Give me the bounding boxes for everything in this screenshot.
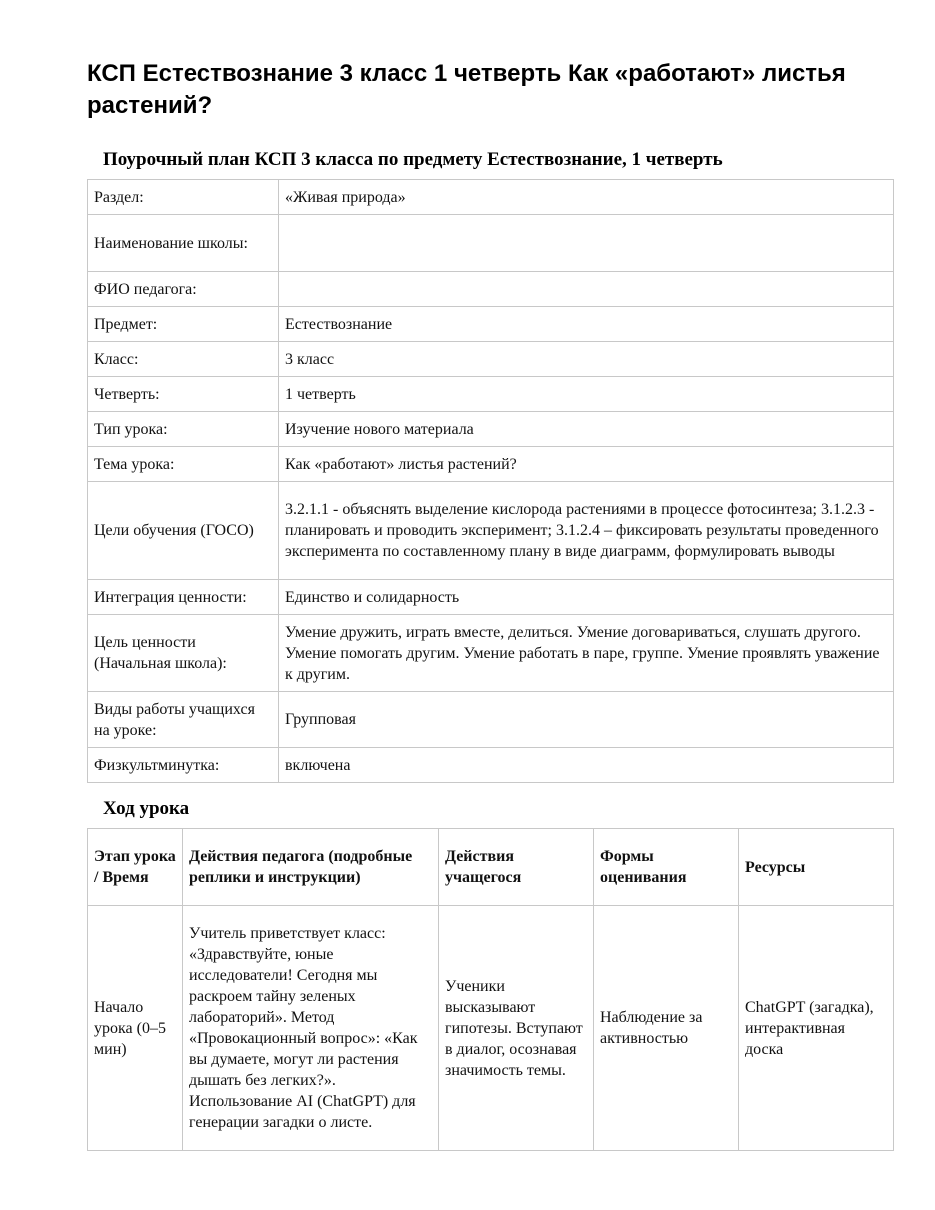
info-value	[279, 272, 894, 307]
table-row	[88, 215, 894, 272]
column-header-student-actions: Действия учащегося	[439, 829, 594, 906]
info-value: 1 четверть	[279, 377, 894, 412]
column-header-assessment: Формы оценивания	[594, 829, 739, 906]
lesson-info-table	[87, 179, 894, 783]
column-header-resources: Ресурсы	[739, 829, 894, 906]
info-label: Интеграция ценности:	[88, 580, 279, 615]
document-title: КСП Естествознание 3 класс 1 четверть Как «работают» листья растений?	[87, 60, 846, 119]
info-label: Виды работы учащихся на уроке:	[88, 692, 279, 748]
info-value	[279, 215, 894, 272]
table-row	[88, 342, 894, 377]
info-value: Естествознание	[279, 307, 894, 342]
info-label: Физкультминутка:	[88, 748, 279, 783]
cell-resources: ChatGPT (загадка), интерактивная доска	[739, 906, 894, 1151]
plan-heading: Поурочный план КСП 3 класса по предмету Естествознание, 1 четверть	[103, 149, 723, 170]
table-row	[88, 748, 894, 783]
cell-student-actions: Ученики высказывают гипотезы. Вступают в диалог, осознавая значимость темы.	[439, 906, 594, 1151]
info-label: Цель ценности (Начальная школа):	[88, 615, 279, 692]
info-label: Предмет:	[88, 307, 279, 342]
info-value: Групповая	[279, 692, 894, 748]
table-row	[88, 377, 894, 412]
info-label: Раздел:	[88, 180, 279, 215]
lesson-course-table	[87, 828, 894, 1151]
info-value: 3.2.1.1 - объяснять выделение кислорода растениями в процессе фотосинтеза; 3.1.2.3 - планировать и проводить эксперимент; 3.1.2.4 – фиксировать результаты проведенного эксперимента по составленному плану в виде диаграмм, формулировать выводы	[279, 482, 894, 580]
info-label: ФИО педагога:	[88, 272, 279, 307]
table-row	[88, 272, 894, 307]
info-value: Умение дружить, играть вместе, делиться. Умение договариваться, слушать другого. Умение помогать другим. Умение работать в паре, группе. Умение проявлять уважение к другим.	[279, 615, 894, 692]
info-label: Класс:	[88, 342, 279, 377]
table-row	[88, 692, 894, 748]
table-row	[88, 412, 894, 447]
info-label: Цели обучения (ГОСО)	[88, 482, 279, 580]
column-header-stage: Этап урока / Время	[88, 829, 183, 906]
info-value: «Живая природа»	[279, 180, 894, 215]
info-label: Тип урока:	[88, 412, 279, 447]
info-value: включена	[279, 748, 894, 783]
cell-stage: Начало урока (0–5 мин)	[88, 906, 183, 1151]
table-row	[88, 580, 894, 615]
cell-teacher-actions: Учитель приветствует класс: «Здравствуйте, юные исследователи! Сегодня мы раскроем тайну зеленых лабораторий». Метод «Провокационный вопрос»: «Как вы думаете, могут ли растения дышать без легких?». Использование AI (ChatGPT) для генерации загадки о листе.	[183, 906, 439, 1151]
info-value: Как «работают» листья растений?	[279, 447, 894, 482]
info-label: Четверть:	[88, 377, 279, 412]
info-value: Единство и солидарность	[279, 580, 894, 615]
table-row	[88, 307, 894, 342]
table-header-row	[88, 829, 894, 906]
column-header-teacher-actions: Действия педагога (подробные реплики и инструкции)	[183, 829, 439, 906]
cell-assessment: Наблюдение за активностью	[594, 906, 739, 1151]
info-label: Наименование школы:	[88, 215, 279, 272]
course-heading: Ход урока	[103, 798, 190, 819]
table-row	[88, 447, 894, 482]
table-row	[88, 615, 894, 692]
table-row	[88, 906, 894, 1151]
info-label: Тема урока:	[88, 447, 279, 482]
info-value: 3 класс	[279, 342, 894, 377]
table-row	[88, 482, 894, 580]
table-row	[88, 180, 894, 215]
info-value: Изучение нового материала	[279, 412, 894, 447]
